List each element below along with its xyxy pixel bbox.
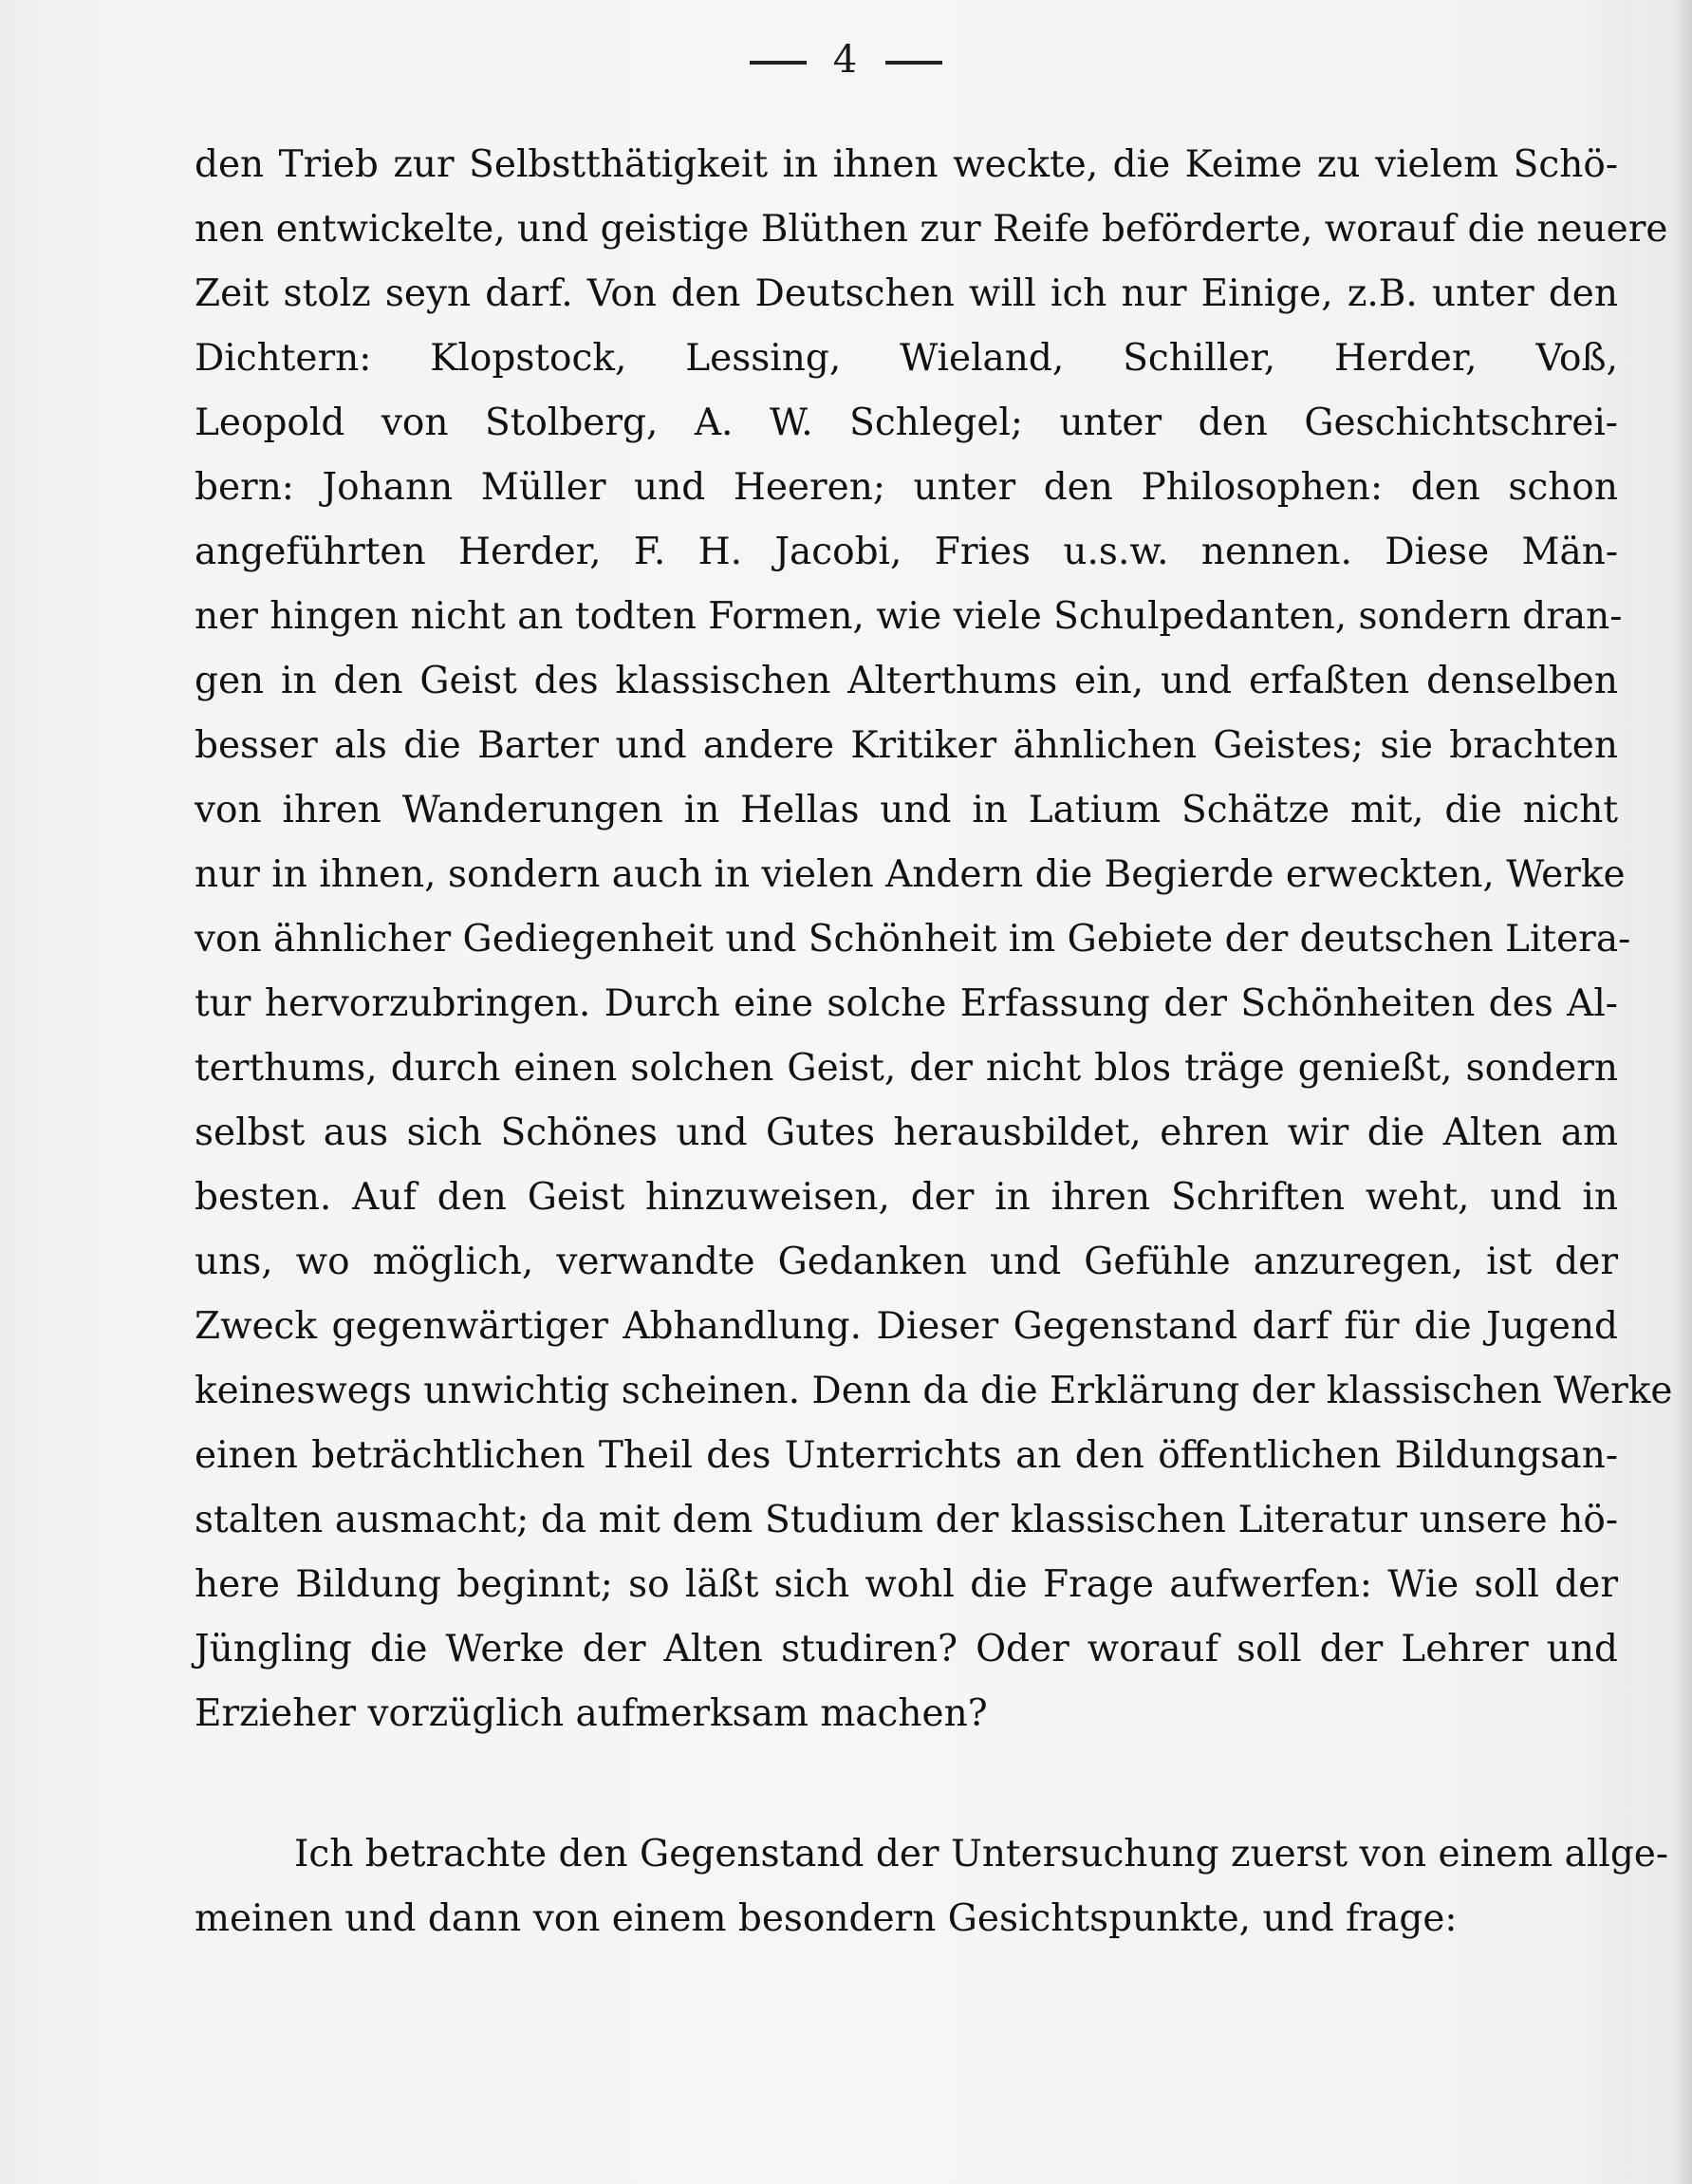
text-line: angeführten Herder, F. H. Jacobi, Fries u.s.w. nennen. Diese Män- [195,531,1618,573]
text-line: selbst aus sich Schönes und Gutes herausbildet, ehren wir die Alten am [195,1111,1618,1154]
page-edge-shadow [1675,0,1692,2184]
header-dash-right [885,61,942,65]
text-line: den Trieb zur Selbstthätigkeit in ihnen weckte, die Keime zu vielem Schö- [195,143,1618,186]
header-dash-left [750,61,807,65]
page-number: 4 [832,38,860,82]
text-line: Erzieher vorzüglich aufmerksam machen? [195,1692,988,1735]
text-line: Dichtern: Klopstock, Lessing, Wieland, Schiller, Herder, Voß, [195,337,1618,380]
text-line: gen in den Geist des klassischen Alterthums ein, und erfaßten denselben [195,660,1618,702]
text-line: keineswegs unwichtig scheinen. Denn da die Erklärung der klassischen Werke [195,1370,1673,1412]
text-line: Jüngling die Werke der Alten studiren? Oder worauf soll der Lehrer und [195,1628,1618,1671]
text-line: Zweck gegenwärtiger Abhandlung. Dieser Gegenstand darf für die Jugend [195,1305,1618,1348]
text-line: here Bildung beginnt; so läßt sich wohl die Frage aufwerfen: Wie soll der [195,1563,1618,1606]
text-line: einen beträchtlichen Theil des Unterrichts an den öffentlichen Bildungsan- [195,1434,1618,1477]
text-line: Leopold von Stolberg, A. W. Schlegel; unter den Geschichtschrei- [195,401,1618,444]
page-number-header [0,38,1692,82]
paragraph-2 [195,1822,1669,1951]
paragraph-gap [195,1746,1618,1822]
text-line: uns, wo möglich, verwandte Gedanken und Gefühle anzuregen, ist der [195,1241,1618,1283]
text-line: terthums, durch einen solchen Geist, der nicht blos träge genießt, sondern [195,1047,1618,1090]
text-line: von ihren Wanderungen in Hellas und in Latium Schätze mit, die nicht [195,789,1618,831]
paragraph-1 [195,133,1673,1746]
text-line: bern: Johann Müller und Heeren; unter den Philosophen: den schon [195,466,1618,509]
text-line: ner hingen nicht an todten Formen, wie viele Schulpedanten, sondern dran- [195,595,1623,638]
text-line: meinen und dann von einem besondern Gesichtspunkte, und frage: [195,1897,1458,1940]
text-line: von ähnlicher Gediegenheit und Schönheit im Gebiete der deutschen Litera- [195,918,1631,961]
text-line: stalten ausmacht; da mit dem Studium der klassischen Literatur unsere hö- [195,1499,1618,1541]
text-line: tur hervorzubringen. Durch eine solche Erfassung der Schönheiten des Al- [195,982,1618,1025]
text-line: besser als die Barter und andere Kritiker ähnlichen Geistes; sie brachten [195,724,1618,767]
text-line: besten. Auf den Geist hinzuweisen, der in ihren Schriften weht, und in [195,1176,1618,1219]
text-line: nur in ihnen, sondern auch in vielen Andern die Begierde erweckten, Werke [195,853,1626,896]
body-text [195,133,1673,1951]
text-line: nen entwickelte, und geistige Blüthen zur Reife beförderte, worauf die neuere [195,208,1668,251]
text-line: Zeit stolz seyn darf. Von den Deutschen will ich nur Einige, z.B. unter den [195,272,1618,315]
text-line: Ich betrachte den Gegenstand der Untersuchung zuerst von einem allge- [294,1833,1669,1876]
